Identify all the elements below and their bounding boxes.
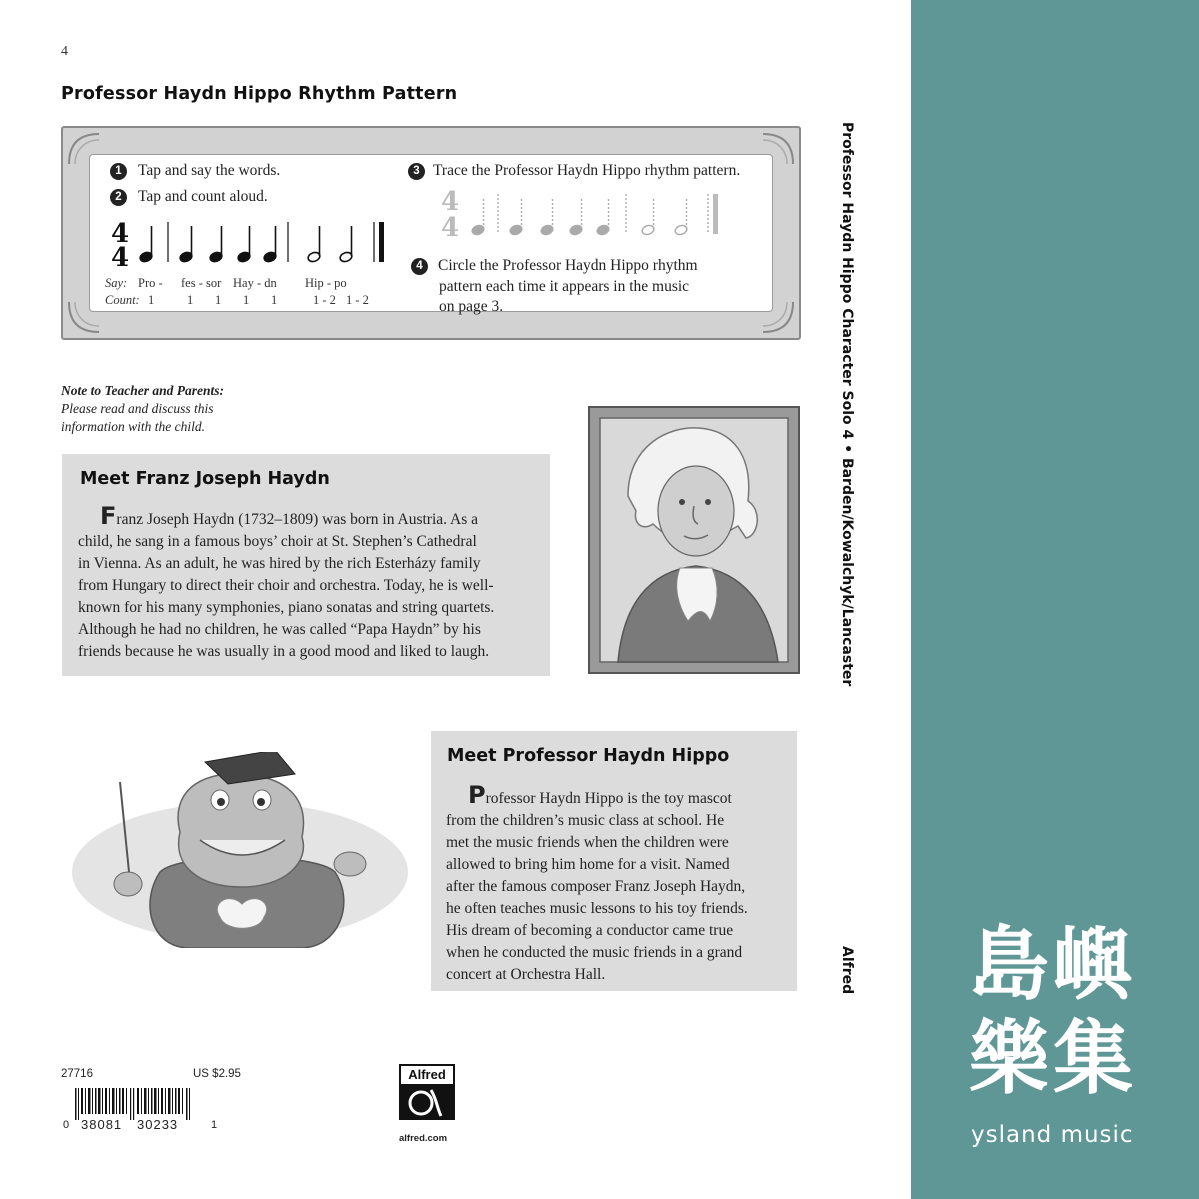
note-line: Please read and discuss this	[61, 401, 214, 416]
alfred-logo-emblem	[401, 1086, 453, 1120]
text-line: His dream of becoming a conductor came true	[446, 922, 734, 939]
text-line: met the music friends when the children were	[446, 834, 729, 851]
say-label: Say:	[105, 276, 128, 290]
island-music-watermark	[969, 918, 1169, 1106]
text-line: from the children’s music class at school. He	[446, 812, 725, 829]
watermark-char: 集	[1053, 1012, 1137, 1105]
note-line: information with the child.	[61, 419, 205, 434]
frame-corner-ornament	[759, 298, 797, 336]
count-value: 1 - 2	[346, 293, 369, 307]
frame-corner-ornament	[759, 130, 797, 168]
haydn-info-box	[62, 454, 550, 676]
step-1	[110, 162, 280, 180]
trace-rhythm-notation	[436, 184, 736, 244]
trace-time-signature-bottom: 4	[441, 213, 460, 243]
time-signature-top: 4	[111, 219, 130, 249]
spine-title-text: Professor Haydn Hippo Character Solo 4 • Barden/Kowalchyk/Lancaster	[839, 122, 855, 687]
count-label: Count:	[105, 293, 140, 307]
teal-sidebar	[911, 0, 1199, 1199]
text-line: child, he sang in a famous boys’ choir at St. Stephen’s Cathedral	[78, 533, 477, 550]
text-line: concert at Orchestra Hall.	[446, 966, 606, 983]
text-line: known for his many symphonies, piano sonatas and string quartets.	[78, 599, 495, 616]
count-row	[105, 293, 140, 308]
haydn-box-heading: Meet Franz Joseph Haydn	[80, 469, 330, 489]
count-value: 1	[148, 293, 155, 307]
say-syllable: Hay - dn	[233, 276, 277, 290]
step-text-line: pattern each time it appears in the music	[439, 277, 690, 295]
haydn-box-text	[78, 502, 495, 663]
text-line: from Hungary to direct their choir and orchestra. Today, he is well-	[78, 577, 494, 594]
say-syllable: Hip - po	[305, 276, 347, 290]
step-number: 2	[110, 189, 127, 206]
alfred-website: alfred.com	[399, 1133, 448, 1144]
hippo-dropcap: P	[468, 781, 486, 809]
alfred-logo-text: Alfred	[401, 1066, 453, 1086]
item-number: 27716	[61, 1068, 93, 1080]
count-value: 1	[271, 293, 278, 307]
text-line: in Vienna. As an adult, he was hired by the rich Esterházy family	[78, 555, 481, 572]
say-syllable: Pro -	[138, 276, 163, 290]
barcode-bars	[61, 1088, 221, 1120]
step-3	[408, 162, 740, 180]
text-line: he often teaches music lessons to his toy friends.	[446, 900, 748, 917]
count-value: 1 - 2	[313, 293, 336, 307]
text-line: friends because he was usually in a good mood and liked to laugh.	[78, 643, 490, 660]
text-line: after the famous composer Franz Joseph Haydn,	[446, 878, 746, 895]
alfred-logo	[399, 1064, 455, 1120]
text-line: rofessor Haydn Hippo is the toy mascot	[485, 790, 732, 807]
rhythm-pattern-heading: Professor Haydn Hippo Rhythm Pattern	[61, 84, 458, 104]
note-to-teacher	[61, 382, 224, 436]
count-value: 1	[187, 293, 194, 307]
trace-time-signature-top: 4	[441, 187, 460, 217]
hippo-conductor-illustration	[70, 752, 410, 948]
barcode-left-digits: 38081	[81, 1117, 123, 1132]
text-line: ranz Joseph Haydn (1732–1809) was born in Austria. As a	[116, 511, 479, 528]
step-number: 1	[110, 163, 127, 180]
note-title: Note to Teacher and Parents:	[61, 383, 224, 398]
say-syllable: fes - sor	[181, 276, 222, 290]
step-number: 4	[411, 258, 428, 275]
step-number: 3	[408, 163, 425, 180]
spine-title	[833, 122, 863, 687]
time-signature-bottom: 4	[111, 243, 130, 273]
step-text-line: on page 3.	[439, 298, 504, 315]
watermark-char: 樂	[969, 1012, 1053, 1105]
barcode	[61, 1088, 221, 1134]
spine-publisher-text: Alfred	[839, 946, 855, 995]
haydn-portrait-illustration	[588, 406, 800, 674]
step-text: Tap and say the words.	[138, 162, 281, 179]
step-text-line: Circle the Professor Haydn Hippo rhythm	[438, 257, 698, 274]
hippo-box-text	[446, 781, 748, 986]
spine-publisher	[833, 946, 863, 1006]
count-value: 1	[243, 293, 250, 307]
hippo-box-heading: Meet Professor Haydn Hippo	[447, 746, 730, 766]
watermark-char: 嶼	[1053, 918, 1137, 1011]
frame-corner-ornament	[65, 130, 103, 168]
text-line: Although he had no children, he was called “Papa Haydn” by his	[78, 621, 481, 638]
watermark-subtitle: ysland music	[971, 1122, 1134, 1148]
text-line: allowed to bring him home for a visit. Named	[446, 856, 730, 873]
haydn-dropcap: F	[100, 502, 117, 530]
price: US $2.95	[193, 1068, 241, 1080]
count-value: 1	[215, 293, 222, 307]
barcode-check-digit: 1	[211, 1119, 218, 1131]
step-4	[411, 256, 698, 318]
barcode-right-digits: 30233	[137, 1117, 179, 1132]
step-text: Trace the Professor Haydn Hippo rhythm pattern.	[433, 162, 741, 179]
hippo-info-box	[431, 731, 797, 991]
watermark-char: 島	[969, 918, 1053, 1011]
rhythm-notation	[106, 210, 396, 276]
page-number: 4	[61, 44, 68, 59]
say-row	[105, 276, 127, 291]
frame-corner-ornament	[65, 298, 103, 336]
text-line: when he conducted the music friends in a grand	[446, 944, 743, 961]
step-2	[110, 188, 268, 206]
step-text: Tap and count aloud.	[138, 188, 268, 205]
barcode-lead-digit: 0	[63, 1119, 70, 1131]
